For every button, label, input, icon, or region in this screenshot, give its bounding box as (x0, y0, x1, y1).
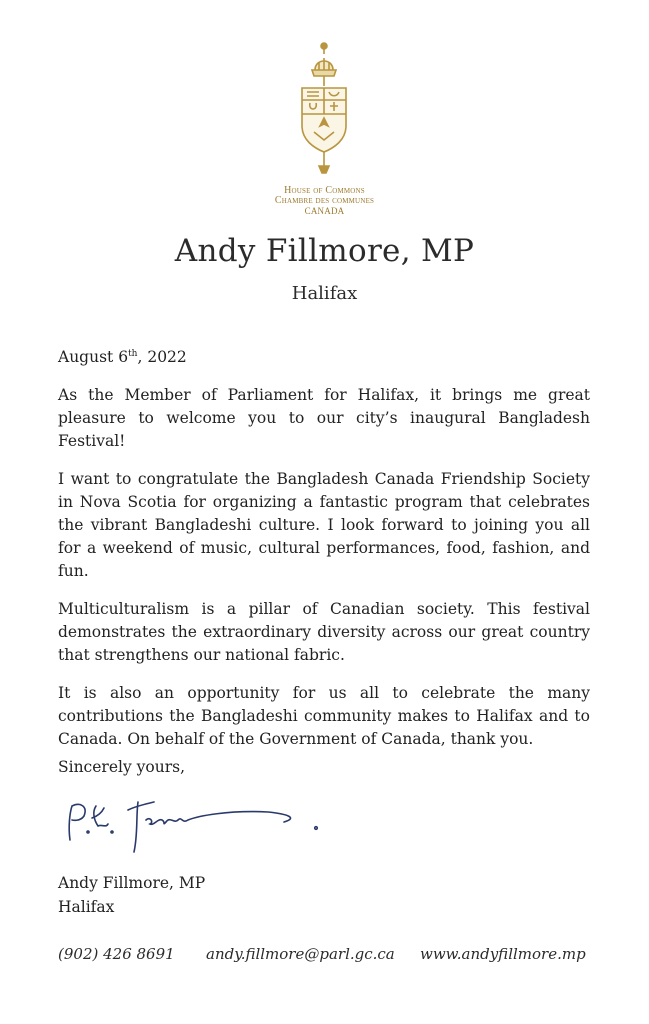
email-link[interactable]: andy.fillmore@parl.gc.ca (206, 945, 395, 963)
house-of-commons-crest-icon (284, 40, 364, 175)
date-day: August 6 (58, 348, 129, 366)
letter-body (58, 346, 590, 766)
crest-caption-english: House of Commons (284, 185, 365, 196)
letterhead-riding: Halifax (291, 283, 358, 304)
letterhead-name: Andy Fillmore, MP (174, 233, 475, 269)
signature-block (58, 871, 205, 919)
phone-number: (902) 426 8691 (58, 945, 175, 963)
paragraph-congratulations: I want to congratulate the Bangladesh Canada Friendship Society in Nova Scotia for organizing a fantastic program that celebrates the vibrant Bangladeshi culture. I look forward to joining you all for a weekend of music, cultural performances, food, fashion, and fun. (58, 470, 590, 580)
crest-caption-french: Chambre des communes (274, 195, 375, 206)
website-link[interactable]: www.andyfillmore.mp (420, 945, 586, 963)
crest-caption-country: CANADA (304, 206, 345, 216)
signatory-riding: Halifax (58, 898, 115, 916)
letter-closing: Sincerely yours, (58, 758, 185, 776)
letter-date (58, 346, 590, 368)
crest-caption (0, 186, 649, 216)
date-suffix: th (128, 348, 138, 359)
paragraph-thanks: It is also an opportunity for us all to celebrate the many contributions the Bangladeshi community makes to Halifax and to Canada. On behalf of the Government of Canada, thank you. (58, 684, 590, 748)
signatory-name: Andy Fillmore, MP (58, 874, 206, 892)
handwritten-signature-icon (58, 790, 328, 860)
date-year: , 2022 (137, 348, 187, 366)
paragraph-welcome: As the Member of Parliament for Halifax, it brings me great pleasure to welcome you to our city’s inaugural Bangladesh Festival! (58, 386, 590, 450)
paragraph-multiculturalism: Multiculturalism is a pillar of Canadian society. This festival demonstrates the extraordinary diversity across our great country that strengthens our national fabric. (58, 600, 590, 664)
